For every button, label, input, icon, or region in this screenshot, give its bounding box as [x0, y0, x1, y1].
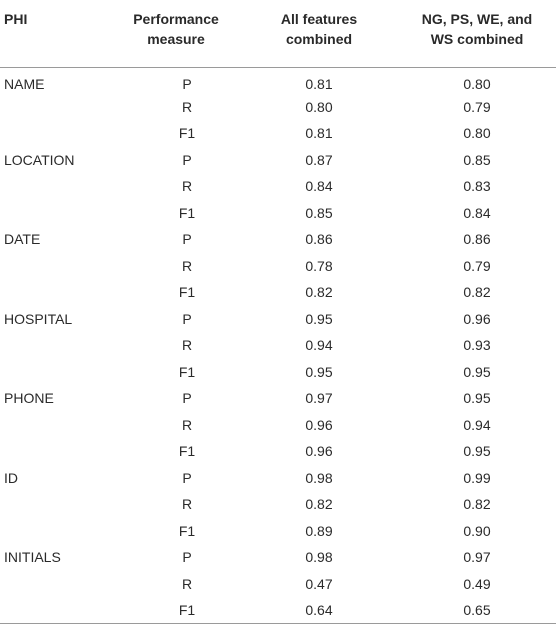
cell-phi — [0, 412, 112, 439]
cell-measure: F1 — [178, 522, 196, 539]
cell-measure: P — [182, 231, 192, 248]
cell-all-features: 0.95 — [305, 310, 333, 327]
cell-phi: HOSPITAL — [4, 310, 73, 327]
cell-all-features: 0.84 — [305, 178, 333, 195]
cell-measure: R — [181, 337, 193, 354]
cell-phi — [0, 597, 112, 624]
header-phi — [0, 0, 112, 67]
table-row — [0, 226, 556, 253]
cell-measure: R — [181, 496, 193, 513]
cell-all-features: 0.82 — [305, 496, 333, 513]
table-row — [0, 332, 556, 359]
cell-all-features: 0.47 — [305, 575, 333, 592]
cell-ng-ps-we-ws: 0.93 — [463, 337, 491, 354]
cell-all-features: 0.85 — [305, 204, 333, 221]
cell-phi — [0, 359, 112, 386]
cell-measure: P — [182, 310, 192, 327]
cell-all-features: 0.87 — [305, 151, 333, 168]
cell-measure: F1 — [178, 284, 196, 301]
table-row — [0, 67, 556, 94]
table-row — [0, 279, 556, 306]
cell-all-features: 0.96 — [305, 416, 333, 433]
cell-all-features: 0.78 — [305, 257, 333, 274]
header-all-line1: All features — [280, 11, 358, 27]
header-measure-line2: measure — [147, 31, 205, 47]
cell-ng-ps-we-ws: 0.97 — [463, 549, 491, 566]
cell-measure: F1 — [178, 443, 196, 460]
header-measure-line1: Performance — [133, 11, 219, 27]
table-row — [0, 385, 556, 412]
table-row — [0, 491, 556, 518]
table-row — [0, 173, 556, 200]
cell-all-features: 0.95 — [305, 363, 333, 380]
table-row — [0, 597, 556, 624]
cell-all-features: 0.94 — [305, 337, 333, 354]
cell-all-features: 0.96 — [305, 443, 333, 460]
cell-measure: P — [182, 390, 192, 407]
table-row — [0, 359, 556, 386]
table-row — [0, 200, 556, 227]
cell-phi — [0, 94, 112, 121]
table-row — [0, 544, 556, 571]
table-row — [0, 518, 556, 545]
header-ng-line1: NG, PS, WE, and — [421, 11, 533, 27]
cell-measure: F1 — [112, 597, 240, 624]
table-header — [0, 0, 556, 67]
cell-measure: R — [181, 575, 193, 592]
cell-phi: INITIALS — [4, 549, 61, 566]
cell-measure: F1 — [178, 125, 196, 142]
cell-ng-ps-we-ws: 0.95 — [463, 390, 491, 407]
cell-measure: R — [181, 416, 193, 433]
cell-phi: DATE — [4, 231, 41, 248]
cell-phi — [0, 173, 112, 200]
cell-ng-ps-we-ws: 0.82 — [463, 284, 491, 301]
cell-measure: R — [181, 178, 193, 195]
header-ng-ps-we-ws — [398, 0, 556, 67]
header-row — [0, 0, 556, 67]
cell-ng-ps-we-ws: 0.79 — [463, 257, 491, 274]
cell-measure: P — [182, 75, 192, 92]
cell-measure: P — [182, 549, 192, 566]
cell-phi — [0, 200, 112, 227]
cell-ng-ps-we-ws: 0.79 — [463, 98, 491, 115]
cell-phi — [0, 518, 112, 545]
cell-phi — [0, 491, 112, 518]
cell-phi — [0, 253, 112, 280]
header-all-line2: combined — [285, 31, 353, 47]
cell-ng-ps-we-ws: 0.80 — [463, 125, 491, 142]
cell-ng-ps-we-ws: 0.80 — [463, 75, 491, 92]
cell-phi — [0, 438, 112, 465]
cell-measure: F1 — [178, 363, 196, 380]
cell-all-features: 0.81 — [305, 125, 333, 142]
cell-phi — [0, 332, 112, 359]
cell-ng-ps-we-ws: 0.49 — [463, 575, 491, 592]
header-ng-line2: WS combined — [430, 31, 524, 47]
cell-measure: P — [182, 151, 192, 168]
cell-ng-ps-we-ws: 0.90 — [463, 522, 491, 539]
cell-ng-ps-we-ws: 0.83 — [463, 178, 491, 195]
cell-all-features: 0.80 — [305, 98, 333, 115]
cell-ng-ps-we-ws: 0.99 — [463, 469, 491, 486]
cell-ng-ps-we-ws: 0.86 — [463, 231, 491, 248]
cell-ng-ps-we-ws: 0.95 — [463, 443, 491, 460]
cell-all-features: 0.82 — [305, 284, 333, 301]
cell-ng-ps-we-ws: 0.95 — [463, 363, 491, 380]
cell-phi: PHONE — [4, 390, 54, 407]
cell-all-features: 0.98 — [305, 469, 333, 486]
cell-ng-ps-we-ws: 0.82 — [463, 496, 491, 513]
table-row — [0, 571, 556, 598]
cell-ng-ps-we-ws: 0.84 — [463, 204, 491, 221]
cell-all-features: 0.64 — [240, 597, 398, 624]
header-all-features — [240, 0, 398, 67]
header-phi-label: PHI — [4, 11, 28, 27]
cell-all-features: 0.89 — [305, 522, 333, 539]
cell-ng-ps-we-ws: 0.65 — [398, 597, 556, 624]
cell-phi — [0, 571, 112, 598]
table-row — [0, 253, 556, 280]
cell-ng-ps-we-ws: 0.85 — [463, 151, 491, 168]
cell-phi: NAME — [4, 75, 45, 92]
table-row — [0, 465, 556, 492]
table-row — [0, 147, 556, 174]
cell-measure: R — [181, 98, 193, 115]
cell-phi — [0, 279, 112, 306]
cell-measure: R — [181, 257, 193, 274]
cell-measure: F1 — [178, 204, 196, 221]
header-performance-measure — [112, 0, 240, 67]
table-body — [0, 67, 556, 624]
table-row — [0, 120, 556, 147]
table-row — [0, 438, 556, 465]
cell-phi: LOCATION — [4, 151, 75, 168]
cell-all-features: 0.81 — [305, 75, 333, 92]
cell-phi — [0, 120, 112, 147]
cell-all-features: 0.98 — [305, 549, 333, 566]
cell-ng-ps-we-ws: 0.96 — [463, 310, 491, 327]
cell-measure: P — [182, 469, 192, 486]
table-row — [0, 306, 556, 333]
cell-all-features: 0.86 — [305, 231, 333, 248]
cell-all-features: 0.97 — [305, 390, 333, 407]
table-row — [0, 412, 556, 439]
cell-ng-ps-we-ws: 0.94 — [463, 416, 491, 433]
cell-phi: ID — [4, 469, 18, 486]
table-row — [0, 94, 556, 121]
